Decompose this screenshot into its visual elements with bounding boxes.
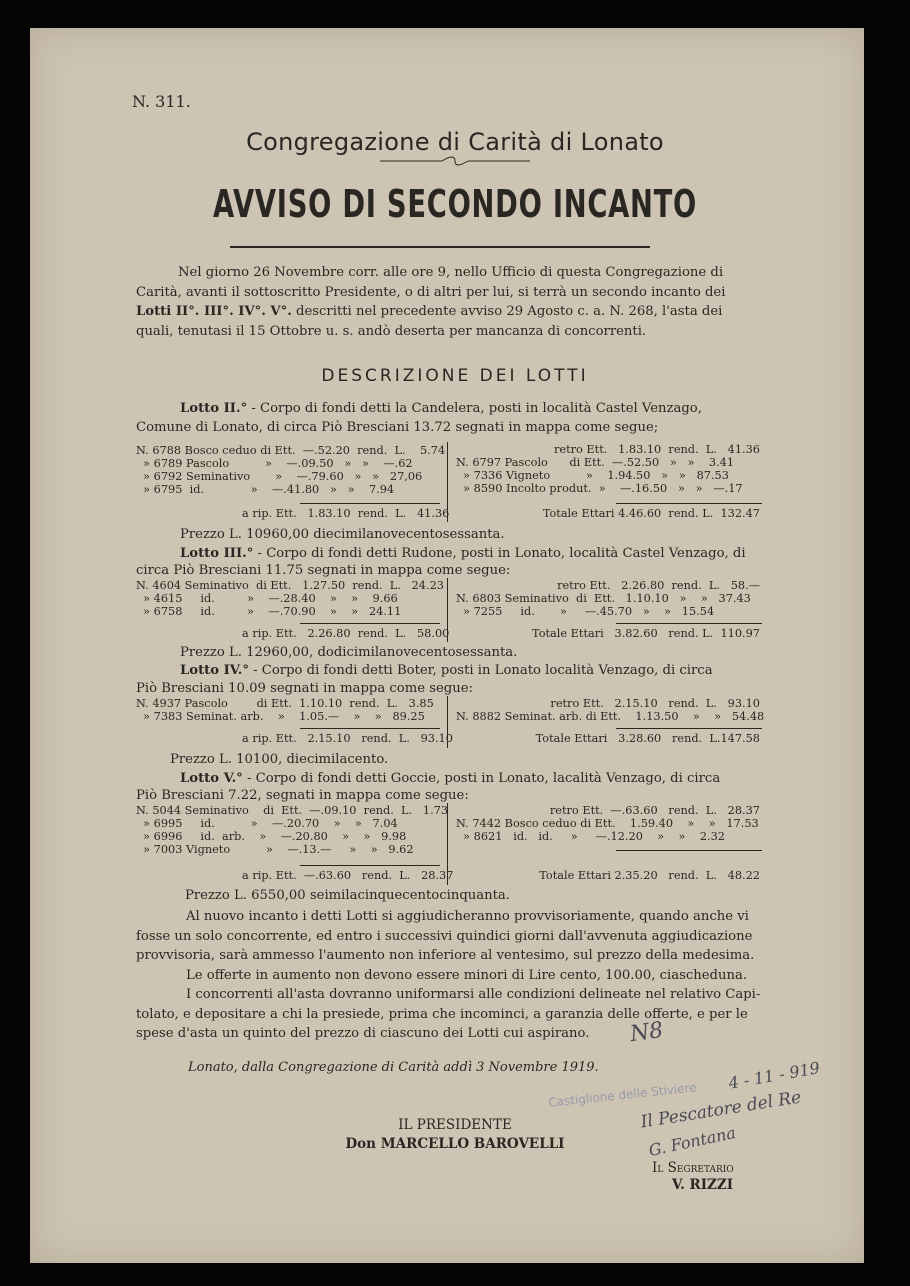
closing-line: Al nuovo incanto i detti Lotti si aggiudicheranno provvisoriamente, quando anche vi [186,909,749,924]
table-row: » 4615 id. » —.28.40 » » 9.66 [136,592,398,605]
lot-5-right-table [456,804,760,843]
lot-3-heading [180,546,746,561]
column-divider [447,696,448,748]
handwritten-note: Il Pescatore del Re [639,1087,803,1133]
lot-3-left-total: a rip. Ett. 2.26.80 rend. L. 58.00 [242,627,450,640]
lot-3-left-table [136,579,444,618]
table-row: retro Ett. —.63.60 rend. L. 28.37 [549,804,760,817]
table-row: » 6996 id. arb. » —.20.80 » » 9.98 [136,830,407,843]
sum-rule [616,850,762,851]
table-row: N. 4604 Seminativo di Ett. 1.27.50 rend. L. 24.23 [136,579,444,592]
lot-3-description-2: circa Piò Bresciani 11.75 segnati in mappa come segue: [136,563,511,578]
handwritten-date: 4 - 11 - 919 [727,1058,822,1093]
sum-rule [616,623,762,624]
lots-list: Lotti II°. III°. IV°. V°. [136,304,292,319]
table-row: » 6758 id. » —.70.90 » » 24.11 [136,605,402,618]
lot-5-label: Lotto V.° [180,771,243,786]
sum-rule [616,728,762,729]
table-row: » 6789 Pascolo » —.09.50 » » —.62 [136,457,413,470]
secretary-title: Il Segretario [652,1160,734,1176]
closing-line: fosse un solo concorrente, ed entro i successivi quindici giorni dall'avvenuta aggiudicazione [136,928,753,944]
lot-5-left-total: a rip. Ett. —.63.60 rend. L. 28.37 [242,869,454,882]
section-title: DESCRIZIONE DEI LOTTI [321,366,589,386]
lot-2-description: - Corpo di fondi detti la Candelera, posti in località Castel Venzago, [251,401,702,416]
table-row: » 8590 Incolto produt. » —.16.50 » » —.17 [456,482,743,495]
lot-3-description: - Corpo di fondi detti Rudone, posti in Lonato, località Castel Venzago, di [257,546,746,561]
lot-4-description: - Corpo di fondi detti Boter, posti in Lonato località Venzago, di circa [253,663,713,678]
table-row: » 6795 id. » —.41.80 » » 7.94 [136,483,395,496]
table-row: » 7003 Vigneto » —.13.— » » 9.62 [136,843,414,856]
page-title: AVVISO DI SECONDO INCANTO [212,182,698,226]
column-divider [447,578,448,642]
table-row: N. 6788 Bosco ceduo di Ett. —.52.20 rend. L. 5.74 [136,444,446,457]
table-row: retro Ett. 2.15.10 rend. L. 93.10 [550,697,760,710]
ink-stamp: Castiglione delle Stiviere [547,1080,698,1110]
intro-line [136,302,764,322]
lot-5-description-2: Piò Bresciani 7.22, segnati in mappa come segue: [136,788,469,803]
lot-4-right-total: Totale Ettari 3.28.60 rend. L.147.58 [535,732,760,745]
intro-paragraph [136,263,764,341]
president-title: IL PRESIDENTE [398,1117,512,1133]
sum-rule [300,623,440,624]
lot-3-label: Lotto III.° [180,546,254,561]
ornament-divider [380,156,530,166]
lot-2-price: Prezzo L. 10960,00 diecimilanovecentosessanta. [180,527,505,542]
table-row: N. 4937 Pascolo di Ett. 1.10.10 rend. L. 3.85 [136,697,434,710]
sum-rule [300,865,440,866]
lot-4-left-total: a rip. Ett. 2.15.10 rend. L. 93.10 [242,732,453,745]
closing-line: spese d'asta un quinto del prezzo di ciascuno dei Lotti cui aspirano. [136,1026,590,1041]
intro-line: quali, tenutasi il 15 Ottobre u. s. andò deserta per mancanza di concorrenti. [136,323,647,339]
sum-rule [300,503,440,504]
table-row: N. 6803 Seminativo di Ett. 1.10.10 » » 37.43 [456,592,751,605]
lot-5-description: - Corpo di fondi detti Goccie, posti in Lonato, lacalità Venzago, di circa [246,771,721,786]
secretary-name: V. RIZZI [672,1177,734,1193]
lot-2-right-table [456,443,760,495]
lot-4-price: Prezzo L. 10100, diecimilacento. [170,752,389,767]
table-row: » 6792 Seminativo » —.79.60 » » 27,06 [136,470,423,483]
sum-rule [300,728,440,729]
president-name: Don MARCELLO BAROVELLI [345,1136,565,1152]
table-row: » 7255 id. » —.45.70 » » 15.54 [456,605,715,618]
table-row: » 8621 id. id. » —.12.20 » » 2.32 [456,830,725,843]
handwritten-signature: G. Fontana [646,1123,738,1160]
table-row: N. 6797 Pascolo di Ett. —.52.50 » » 3.41 [456,456,735,469]
lot-4-heading [180,663,713,678]
table-row: N. 7442 Bosco ceduo di Ett. 1.59.40 » » 17.53 [456,817,759,830]
closing-line: tolato, e depositare a chi la presiede, prima che incominci, a garanzia delle offerte, e per le [136,1006,748,1022]
table-row: retro Ett. 2.26.80 rend. L. 58.— [557,579,760,592]
handwritten-mark: N8 [628,1017,665,1048]
lot-4-label: Lotto IV.° [180,663,249,678]
closing-line: I concorrenti all'asta dovranno uniformarsi alle condizioni delineate nel relativo Capi- [186,987,761,1002]
lot-4-left-table [136,697,434,723]
table-row: » 7383 Seminat. arb. » 1.05.— » » 89.25 [136,710,425,723]
table-row: retro Ett. 1.83.10 rend. L. 41.36 [554,443,760,456]
closing-line: Le offerte in aumento non devono essere minori di Lire cento, 100.00, ciascheduna. [186,967,748,983]
lot-4-description-2: Piò Bresciani 10.09 segnati in mappa come segue: [136,681,473,696]
place-date: Lonato, dalla Congregazione di Carità addì 3 Novembre 1919. [188,1060,599,1075]
table-row: » 7336 Vigneto » 1.94.50 » » 87.53 [456,469,729,482]
table-row: N. 5044 Seminativo di Ett. —.09.10 rend. L. 1.73 [136,804,449,817]
lot-2-left-total: a rip. Ett. 1.83.10 rend. L. 41.36 [242,507,450,520]
intro-line: Carità, avanti il sottoscritto Presidente, o di altri per lui, si terrà un secondo incanto dei [136,284,726,300]
lot-5-right-total: Totale Ettari 2.35.20 rend. L. 48.22 [539,869,760,882]
lot-3-right-table [456,579,760,618]
lot-2-description-2: Comune di Lonato, di circa Piò Bresciani 13.72 segnati in mappa come segue; [136,420,659,435]
column-divider [447,803,448,885]
table-row: N. 8882 Seminat. arb. di Ett. 1.13.50 » » 54.48 [456,710,765,723]
lot-5-price: Prezzo L. 6550,00 seimilacinquecentocinquanta. [185,888,510,903]
title-underline [230,246,650,248]
sum-rule [616,503,762,504]
table-row: » 6995 id. » —.20.70 » » 7.04 [136,817,398,830]
lot-5-heading [180,771,720,786]
document-number: N. 311. [132,92,191,111]
column-divider [447,442,448,522]
organization-heading: Congregazione di Carità di Lonato [246,128,664,156]
lot-4-right-table [456,697,764,723]
closing-line: provvisoria, sarà ammesso l'aumento non inferiore al ventesimo, sul prezzo della medesima. [136,948,755,963]
intro-line-rest: descritti nel precedente avviso 29 Agosto c. a. N. 268, l'asta dei [291,304,723,319]
lot-2-heading [180,401,702,416]
lot-2-left-table [136,444,445,496]
intro-line: Nel giorno 26 Novembre corr. alle ore 9, nello Ufficio di questa Congregazione di [178,265,724,280]
lot-2-label: Lotto II.° [180,401,248,416]
lot-3-price: Prezzo L. 12960,00, dodicimilanovecentosessanta. [180,645,518,660]
lot-3-right-total: Totale Ettari 3.82.60 rend. L. 110.97 [532,627,760,640]
closing-paragraph [136,907,764,1044]
lot-2-right-total: Totale Ettari 4.46.60 rend. L. 132.47 [542,507,760,520]
lot-5-left-table [136,804,448,856]
